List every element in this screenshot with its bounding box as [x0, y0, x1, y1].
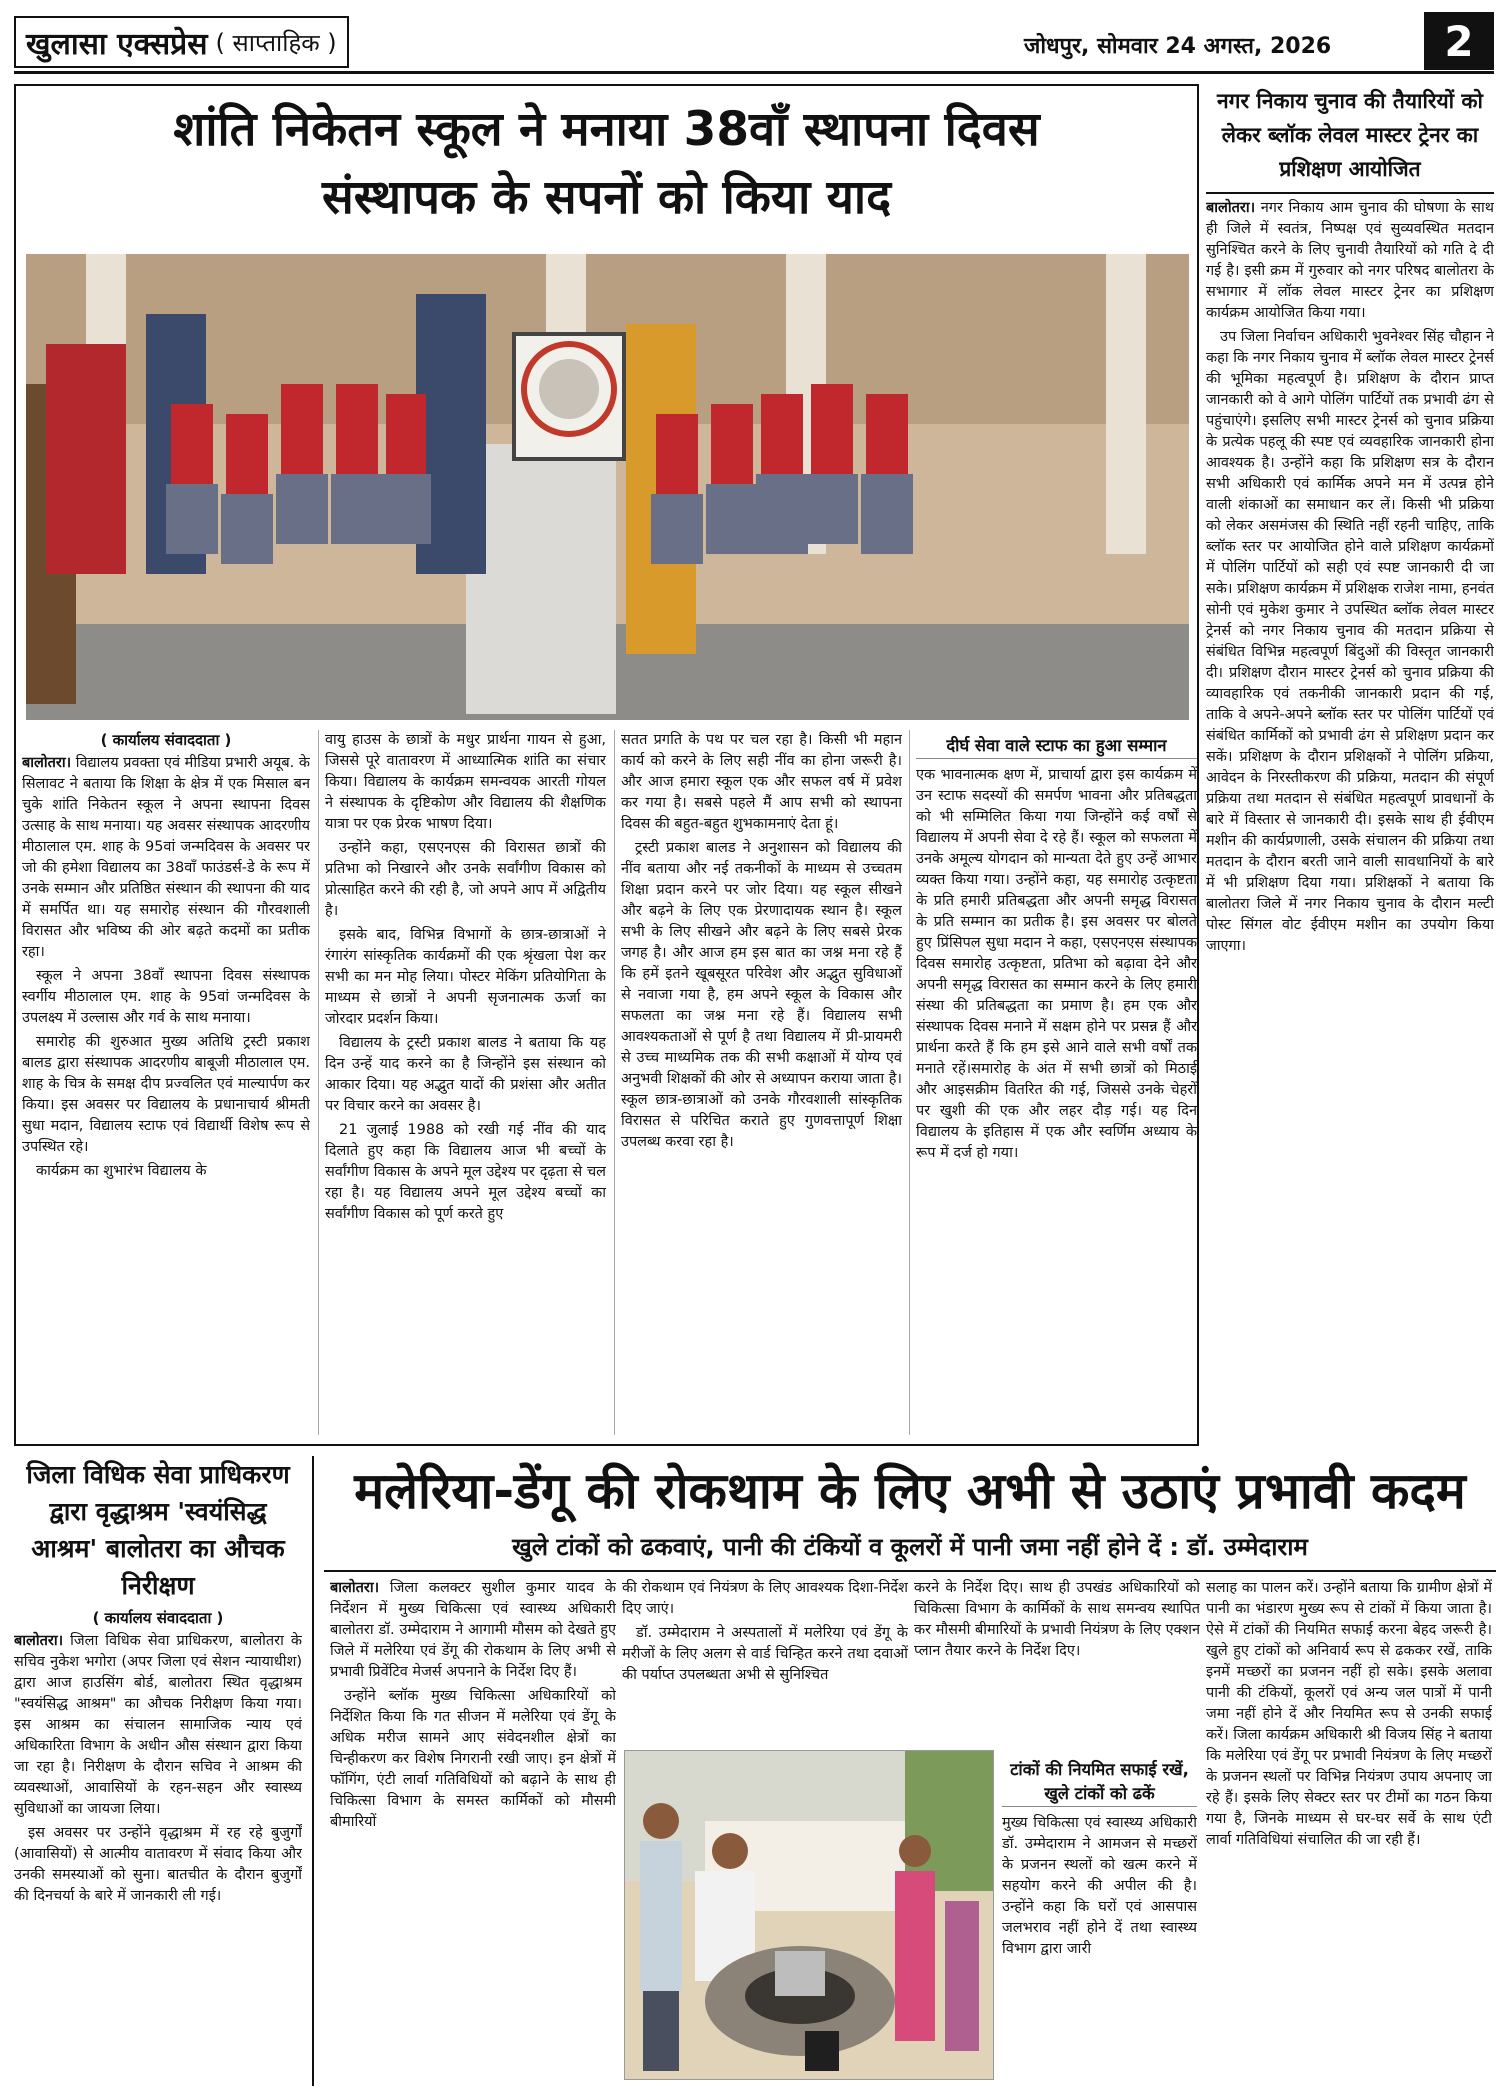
malaria-dengue-column-2	[622, 1578, 908, 1743]
malaria-dengue-subheading: टांकों की नियमित सफाई रखें, खुले टांकों को ढकें	[1002, 1758, 1197, 1807]
top-story-paragraph: कार्यक्रम का शुभारंभ विद्यालय के	[36, 1163, 207, 1179]
top-story-paragraph: 21 जुलाई 1988 को रखी गई नींव की याद दिलाते हुए कहा कि विद्यालय आज भी बच्चों के सर्वांगीण विकास के अपने मूल उद्देश्य पर दृढ़ता से चल रहा है। यह विद्यालय अपने मूल उद्देश्य बच्चों का सर्वांगीण विकास को पूर्ण करते हुए	[325, 1122, 606, 1222]
masthead	[14, 12, 1494, 74]
top-story-column-4	[909, 730, 1197, 1435]
malaria-dengue-paragraph: मुख्य चिकित्सा एवं स्वास्थ्य अधिकारी डॉ. उम्मेदाराम ने आमजन से मच्छरों के प्रजनन स्थलों को खत्म करने में सहयोग करने की अपील की है। उन्होंने कहा कि घरों एवं आसपास जलभराव नहीं होने दें तथा स्वास्थ्य विभाग द्वारा जारी	[1002, 1815, 1197, 1957]
malaria-dengue-paragraph: डॉ. उम्मेदाराम ने अस्पतालों में मलेरिया एवं डेंगू के मरीजों के लिए अलग से वार्ड चिन्हित करने तथा दवाओं की पर्याप्त उपलब्धता अभी से सुनिश्चित	[622, 1625, 908, 1683]
top-story-subheading: दीर्घ सेवा वाले स्टाफ का हुआ सम्मान	[916, 734, 1197, 759]
malaria-dengue-column-3	[914, 1578, 1200, 1750]
top-story-paragraph: इसके बाद, विभिन्न विभागों के छात्र-छात्राओं ने रंगारंग सांस्कृतिक कार्यक्रमों की एक श्रृंखला पेश कर सभी का मन मोह लिया। पोस्टर मेकिंग प्रतियोगिता के माध्यम से छात्रों ने अपनी सृजनात्मक ऊर्जा का जोरदार प्रदर्शन किया।	[325, 927, 606, 1027]
sidebar-headline: नगर निकाय चुनाव की तैयारियों को लेकर ब्लॉक लेवल मास्टर ट्रेनर का प्रशिक्षण आयोजित	[1206, 84, 1494, 194]
top-story-paragraph: विद्यालय के ट्रस्टी प्रकाश बालड ने बताया कि यह दिन उन्हें याद करने का है जिन्होंने इस संस्थान को आकार दिया। यह अद्भुत यादों की प्रशंसा और अतीत पर विचार करने का अवसर है।	[325, 1035, 606, 1114]
top-story-headline-line-1: शांति निकेतन स्कूल ने मनाया 38वाँ स्थापना दिवस	[173, 102, 1040, 157]
top-story-column-3	[614, 730, 902, 1435]
school-event-photo-illustration	[26, 254, 1189, 720]
top-story-column-2	[318, 730, 606, 1435]
malaria-dengue-paragraph: बालोतरा। जिला कलक्टर सुशील कुमार यादव के निर्देशन में मुख्य चिकित्सा एवं स्वास्थ्य अधिकारी बालोतरा डॉ. उम्मेदाराम ने आगामी मौसम को देखते हुए जिले में मलेरिया एवं डेंगू की रोकथाम के लिए अभी से प्रभावी प्रिवेंटिव मेजर्स अपनाने के निर्देश दिए हैं।	[330, 1580, 616, 1680]
legal-services-headline: जिला विधिक सेवा प्राधिकरण द्वारा वृद्धाश्रम 'स्वयंसिद्ध आश्रम' बालोतरा का औचक निरीक्षण	[26, 1460, 290, 1600]
top-story-headline	[16, 96, 1197, 232]
top-story-column-1	[22, 730, 310, 1435]
malaria-dengue-column-3-lower	[1002, 1754, 1197, 2083]
legal-services-byline: ( कार्यालय संवाददाता )	[92, 1609, 224, 1627]
water-tank-inspection-photo	[624, 1750, 994, 2080]
malaria-dengue-subheadline: खुले टांकों को ढकवाएं, पानी की टंकियों व कूलरों में पानी जमा नहीं होने दें : डॉ. उम्मेदाराम	[324, 1530, 1496, 1572]
top-story-paragraph: उन्होंने कहा, एसएनएस की विरासत छात्रों की प्रतिभा को निखारने और उनके सर्वांगीण विकास को प्रोत्साहित करने की रही है, जो अपने आप में अद्वितीय है।	[325, 840, 606, 919]
newspaper-name: खुलासा एक्सप्रेस	[26, 26, 208, 62]
top-story-paragraph: बालोतरा। विद्यालय प्रवक्ता एवं मीडिया प्रभारी अयूब. के सिलावट ने बताया कि शिक्षा के क्षेत्र में एक मिसाल बन चुके शांति निकेतन स्कूल ने अपना स्थापना दिवस उत्साह के साथ मनाया। यह अवसर संस्थापक आदरणीय मीठालाल एम. शाह के 95वां जन्मदिवस के अवसर पर जो की हमेशा विद्यालय का 38वाँ फाउंडर्स-डे के रूप में उनके सम्मान और प्रतिष्ठित संस्थान की स्थापना की याद में समर्पित था। यह समारोह संस्थान की गौरवशाली विरासत और भविष्य की ओर बढ़ते कदमों का प्रतीक रहा।	[22, 755, 310, 960]
legal-services-paragraph: बालोतरा। जिला विधिक सेवा प्राधिकरण, बालोतरा के सचिव नुकेश भगोरा (अपर जिला एवं सेशन न्यायाधीश) द्वारा आज हाउसिंग बोर्ड, बालोतरा स्थित वृद्धाश्रम "स्वयंसिद्ध आश्रम" का औचक निरीक्षण किया गया। इस आश्रम का संचालन सामाजिक न्याय एवं अधिकारिता विभाग के अधीन औस संस्थान द्वारा किया जा रहा है। निरीक्षण के दौरान सचिव ने आश्रम की व्यवस्थाओं, आवासियों के रहन-सहन और स्वास्थ्य सुविधाओं का जायजा लिया।	[14, 1633, 302, 1817]
dateline: बालोतरा।	[330, 1580, 380, 1596]
legal-services-story	[14, 1456, 302, 2086]
malaria-dengue-headline: मलेरिया-डेंगू की रोकथाम के लिए अभी से उठाएं प्रभावी कदम	[354, 1462, 1466, 1520]
top-story-paragraph: सतत प्रगति के पथ पर चल रहा है। किसी भी महान कार्य को करने के लिए सही नींव का होना जरूरी है। और आज हमारा स्कूल एक और सफल वर्ष में प्रवेश कर गया है। सबसे पहले मैं आप सभी को स्थापना दिवस की बहुत-बहुत शुभकामनाएं देता हूं।	[621, 732, 902, 832]
water-tank-inspection-illustration	[625, 1751, 994, 2080]
top-story-paragraph: समारोह की शुरुआत मुख्य अतिथि ट्रस्टी प्रकाश बालड द्वारा संस्थापक आदरणीय बाबूजी मीठालाल एम. शाह के चित्र के समक्ष दीप प्रज्वलित एवं माल्यार्पण कर किया। इस अवसर पर विद्यालय के प्रधानाचार्य श्रीमती सुधा मदान, विद्यालय स्टाफ एवं विद्यार्थी विशेष रूप से उपस्थित रहे।	[22, 1034, 310, 1155]
legal-services-paragraph: इस अवसर पर उन्होंने वृद्धाश्रम में रह रहे बुजुर्गों (आवासियों) से आत्मीय वातावरण में संवाद किया और उनकी समस्याओं को सुना। बातचीत के दौरान बुजुर्गों की दिनचर्या के बारे में जानकारी ली गई।	[14, 1825, 302, 1904]
malaria-dengue-paragraph: करने के निर्देश दिए। साथ ही उपखंड अधिकारियों को चिकित्सा विभाग के कार्मिकों के साथ समन्वय स्थापित कर मौसमी बीमारियों के प्रभावी नियंत्रण के लिए एक्शन प्लान तैयार करने के निर्देश दिए।	[914, 1580, 1200, 1659]
top-story-byline: ( कार्यालय संवाददाता )	[100, 731, 232, 749]
sidebar-paragraph: उप जिला निर्वाचन अधिकारी भुवनेश्वर सिंह चौहान ने कहा कि नगर निकाय चुनाव में ब्लॉक लेवल मास्टर ट्रेनर्स की भूमिका महत्वपूर्ण है। प्रशिक्षण के दौरान प्राप्त जानकारी को वे आगे पोलिंग पार्टियों तक प्रभावी ढंग से पहुंचाएंगे। इसलिए सभी मास्टर ट्रेनर्स को चुनाव प्रक्रिया के प्रत्येक पहलू की स्पष्ट एवं व्यवहारिक जानकारी होना आवश्यक है। उन्होंने कहा कि प्रशिक्षण सत्र के दौरान सभी अधिकारी एवं कार्मिक अपने मन में उत्पन्न होने वाली शंकाओं का समाधान कर लें। किसी भी प्रक्रिया को लेकर असमंजस की स्थिति नहीं रहनी चाहिए, ताकि ब्लॉक स्तर पर आयोजित होने वाले प्रशिक्षण कार्यक्रमों में पोलिंग पार्टियों को सही एवं स्पष्ट जानकारी दी जा सके। प्रशिक्षण कार्यक्रम में प्रशिक्षक राजेश नामा, हनवंत सोनी एवं मुकेश कुमार ने उपस्थित ब्लॉक लेवल मास्टर ट्रेनर्स को नगर निकाय चुनाव की मतदान प्रक्रिया से संबंधित विभिन्न महत्वपूर्ण बिंदुओं की विस्तृत जानकारी दी। प्रशिक्षण दौरान मास्टर ट्रेनर्स को चुनाव प्रक्रिया की व्यावहारिक एवं तकनीकी जानकारी प्रदान की गई, ताकि वे अपने-अपने ब्लॉक स्तर पर पोलिंग पार्टियों एवं संबंधित कार्मिकों को प्रभावी ढंग से प्रशिक्षण प्रदान कर सकें। प्रशिक्षण के दौरान प्रशिक्षकों ने पोलिंग प्रक्रिया, आवेदन के निरस्तीकरण की प्रक्रिया, मतदान की संपूर्ण प्रक्रिया तथा मतदान से संबंधित महत्वपूर्ण प्रावधानों के बारे में विस्तार से जानकारी दी। इसके साथ ही ईवीएम मशीन की कार्यप्रणाली, उसके संचालन की प्रक्रिया तथा मतदान के दौरान बरती जाने वाली सावधानियों के बारे में भी प्रशिक्षण दिया गया। प्रशिक्षकों ने बताया कि बालोतरा जिले में नगर निकाय चुनाव के दौरान मल्टी पोस्ट सिंगल वोट ईवीएम मशीन का उपयोग किया जाएगा।	[1206, 329, 1494, 954]
malaria-dengue-paragraph: की रोकथाम एवं नियंत्रण के लिए आवश्यक दिशा-निर्देश दिए जाएं।	[622, 1580, 908, 1617]
page-number: 2	[1424, 12, 1494, 70]
legal-services-body	[14, 1631, 302, 2086]
top-story-paragraph: स्कूल ने अपना 38वाँ स्थापना दिवस संस्थापक स्वर्गीय मीठालाल एम. शाह के 95वां जन्मदिवस के उपलक्ष्य में उल्लास और गर्व के साथ मनाया।	[22, 968, 310, 1026]
school-event-photo	[26, 254, 1189, 720]
top-story	[14, 84, 1199, 1446]
dateline: बालोतरा।	[1206, 200, 1256, 216]
top-story-paragraph: ट्रस्टी प्रकाश बालड ने अनुशासन को विद्यालय की नींव बताया और नई तकनीकों के माध्यम से उच्चतम शिक्षा प्रदान करने पर जोर दिया। यह स्कूल सीखने और बढ़ने के लिए एक प्रेरणादायक स्थान है। स्कूल सभी के लिए सीखने और बढ़ने के लिए सबसे प्रेरक जगह है। और आज हम इस बात का जश्न मना रहे हैं कि हमें इतने खूबसूरत परिवेश और अद्भुत सुविधाओं से नवाजा गया है, हम अपने स्कूल के विकास और सफलता का जश्न मना रहे हैं। विद्यालय सभी आवश्यकताओं से पूर्ण है तथा विद्यालय में प्री-प्रायमरी से उच्च माध्यमिक तक की सभी कक्षाओं में योग्य एवं अनुभवी शिक्षकों की ओर से अध्यापन कराया जाता है। स्कूल छात्र-छात्राओं को उनके गौरवशाली सांस्कृतिक विरासत से परिचित कराते हुए गुणवत्तापूर्ण शिक्षा उपलब्ध करवा रहा है।	[621, 840, 902, 1150]
malaria-dengue-column-1	[330, 1578, 616, 2083]
issue-date: जोधपुर, सोमवार 24 अगस्त, 2026	[1024, 34, 1332, 59]
sidebar-story	[1206, 84, 1494, 1446]
top-story-paragraph: वायु हाउस के छात्रों के मधुर प्रार्थना गायन से हुआ, जिससे पूरे वातावरण में आध्यात्मिक शांति का संचार किया। विद्यालय के कार्यक्रम समन्वयक आरती गोयल ने संस्थापक के दृष्टिकोण और विद्यालय की शैक्षणिक यात्रा पर एक प्रेरक भाषण दिया।	[325, 732, 606, 832]
newspaper-frequency: ( साप्ताहिक )	[215, 28, 337, 57]
malaria-dengue-paragraph: सलाह का पालन करें। उन्होंने बताया कि ग्रामीण क्षेत्रों में पानी का भंडारण मुख्य रूप से टांकों में किया जाता है। ऐसे में टांकों की नियमित सफाई करना बेहद जरूरी है। खुले हुए टांकों को अनिवार्य रूप से ढककर रखें, ताकि इनमें मच्छरों का प्रजनन नहीं हो सके। इसके अलावा पानी की टंकियों, कूलरों एवं अन्य जल पात्रों में पानी जमा नहीं होने दें और नियमित रूप से उनकी सफाई करें। जिला कार्यक्रम अधिकारी श्री विजय सिंह ने बताया कि मलेरिया एवं डेंगू पर प्रभावी नियंत्रण के लिए मच्छरों के प्रजनन स्थलों पर विभिन्न नियंत्रण उपाय अपनाए जा रहे हैं। इसके लिए सेक्टर स्तर पर टीमों का गठन किया गया है, जिनके माध्यम से घर-घर सर्वे के साथ एंटी लार्वा गतिविधियां संचालित की जा रही हैं।	[1206, 1580, 1492, 1848]
malaria-dengue-column-4	[1206, 1578, 1492, 2083]
malaria-dengue-paragraph: उन्होंने ब्लॉक मुख्य चिकित्सा अधिकारियों को निर्देशित किया कि गत सीजन में मलेरिया एवं डेंगू के अधिक मरीज सामने आए संवेदनशील क्षेत्रों का चिन्हीकरण कर विशेष निगरानी रखी जाए। इन क्षेत्रों में फॉगिंग, एंटी लार्वा गतिविधियों को बढ़ाने के साथ ही चिकित्सा विभाग के समस्त कार्मिकों को मौसमी बीमारियों	[330, 1688, 616, 1830]
top-story-headline-line-2: संस्थापक के सपनों को किया याद	[321, 170, 892, 225]
newspaper-nameplate	[14, 16, 349, 68]
malaria-dengue-story	[312, 1456, 1494, 2086]
sidebar-body	[1206, 198, 1494, 1483]
dateline: बालोतरा।	[22, 755, 72, 771]
top-story-paragraph: एक भावनात्मक क्षण में, प्राचार्या द्वारा इस कार्यक्रम में उन स्टाफ सदस्यों की समर्पण भावना और प्रतिबद्धता को भी सम्मिलित किया गया जिन्होंने कई वर्षों से विद्यालय में अपनी सेवा दे रहे हैं। स्कूल को सफलता में उनके अमूल्य योगदान को मान्यता देते हुए उन्हें आभार व्यक्त किया गया। उन्होंने कहा, यह समारोह उत्कृष्टता के प्रति हमारी प्रतिबद्धता और अपनी समृद्ध विरासत के प्रति सम्मान का प्रतीक है। इस अवसर पर बोलते हुए प्रिंसिपल सुधा मदान ने कहा, एसएनएस संस्थापक दिवस समारोह उत्कृष्टता, प्रतिभा को बढ़ावा देने और अपनी समृद्ध विरासत का सम्मान करने के लिए हमारी संस्था की प्रतिबद्धता का प्रमाण है। हम एक और संस्थापक दिवस मनाने में सक्षम होने पर प्रसन्न हैं और प्रार्थना करते हैं कि हम इसे आने वाले सभी वर्षों तक मनाते रहें।समारोह के अंत में सभी छात्रों को मिठाई और आइसक्रीम वितरित की गई, जिससे उनके चेहरों पर खुशी की एक और लहर दौड़ गई। यह दिन विद्यालय के इतिहास में एक और स्वर्णिम अध्याय के रूप में दर्ज हो गया।	[916, 767, 1197, 1161]
sidebar-paragraph: बालोतरा। नगर निकाय आम चुनाव की घोषणा के साथ ही जिले में स्वतंत्र, निष्पक्ष एवं सुव्यवस्थित मतदान सुनिश्चित करने के लिए चुनावी तैयारियों को गति दे दी गई है। इसी क्रम में गुरुवार को नगर परिषद बालोतरा के सभागार में लॉक लेवल मास्टर ट्रेनर का प्रशिक्षण कार्यक्रम आयोजित किया गया।	[1206, 200, 1494, 321]
dateline: बालोतरा।	[14, 1633, 64, 1649]
